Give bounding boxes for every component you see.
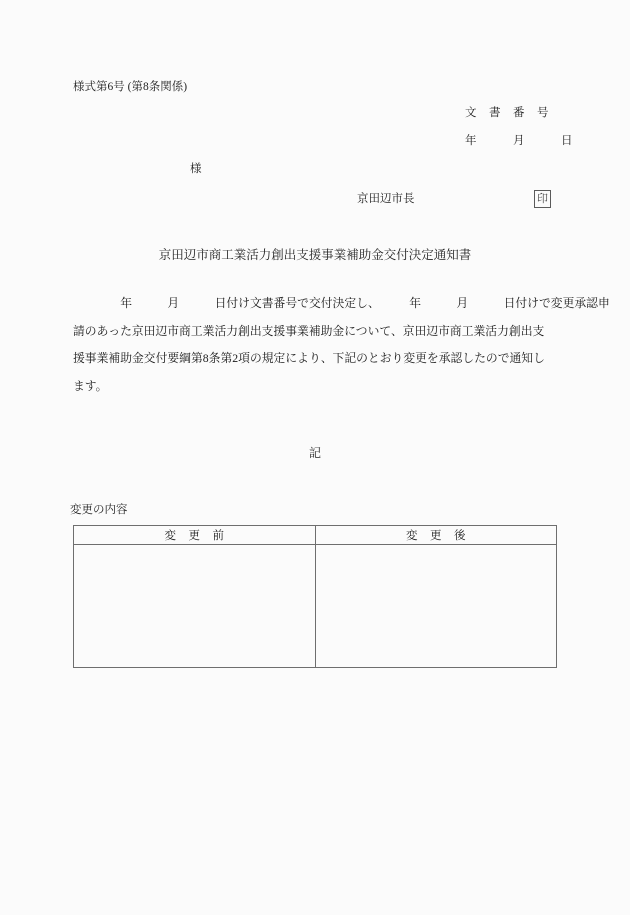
seal-icon: 印 — [537, 192, 548, 205]
column-header-after: 変 更 後 — [316, 526, 557, 545]
column-header-before: 変 更 前 — [74, 526, 316, 545]
cell-after-value[interactable] — [316, 545, 557, 668]
issuer-name: 京田辺市長 — [357, 193, 415, 205]
seal-stamp-box — [534, 190, 551, 208]
body-paragraph — [73, 296, 610, 408]
body-line: 年 月 日付け文書番号で交付決定し、 年 月 日付けで変更承認申 — [73, 296, 610, 310]
body-line: ます。 — [73, 378, 108, 393]
body-line: 請のあった京田辺市商工業活力創出支援事業補助金について、京田辺市商工業活力創出支 — [73, 323, 545, 338]
table-row — [74, 545, 557, 668]
document-number-field: 文 書 番 号 — [465, 107, 549, 119]
change-contents-label: 変更の内容 — [70, 504, 128, 516]
body-line: 援事業補助金交付要綱第8条第2項の規定により、下記のとおり変更を承認したので通知し — [73, 351, 545, 365]
form-number-label: 様式第6号 (第8条関係) — [73, 81, 188, 93]
page-title: 京田辺市商工業活力創出支援事業補助金交付決定通知書 — [158, 248, 472, 262]
document-date-field: 年 月 日 — [465, 135, 573, 147]
table-header-row — [74, 526, 557, 545]
cell-before-value[interactable] — [74, 545, 316, 668]
change-contents-table — [73, 525, 557, 668]
addressee-honorific: 様 — [190, 163, 202, 175]
ki-section-marker: 記 — [308, 446, 321, 460]
